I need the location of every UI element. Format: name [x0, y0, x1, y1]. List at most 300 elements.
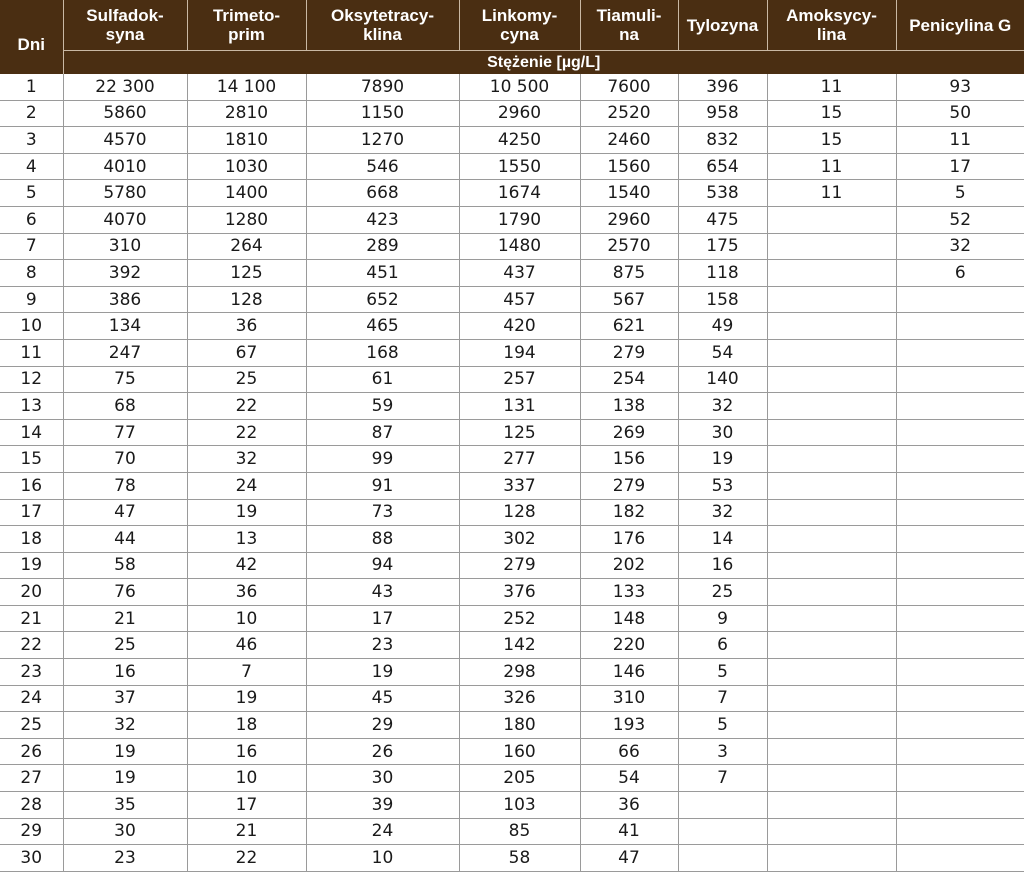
- concentration-cell: 437: [459, 260, 580, 287]
- concentration-cell: 59: [306, 393, 459, 420]
- concentration-cell: 538: [678, 180, 767, 207]
- concentration-cell: 25: [63, 632, 187, 659]
- concentration-cell: 94: [306, 552, 459, 579]
- table-row: [0, 313, 1024, 340]
- concentration-cell: 49: [678, 313, 767, 340]
- drug-column-header: Trimeto- prim: [187, 0, 306, 51]
- day-cell: 26: [0, 738, 63, 765]
- concentration-cell: 337: [459, 472, 580, 499]
- concentration-cell: 205: [459, 765, 580, 792]
- concentration-cell: 1150: [306, 100, 459, 127]
- table-row: [0, 659, 1024, 686]
- concentration-cell: [767, 818, 896, 845]
- table-row: [0, 419, 1024, 446]
- concentration-cell: 264: [187, 233, 306, 260]
- concentration-cell: 156: [580, 446, 678, 473]
- unit-header: Stężenie [µg/L]: [63, 51, 1024, 75]
- day-cell: 28: [0, 792, 63, 819]
- concentration-cell: 9: [678, 605, 767, 632]
- concentration-cell: 1280: [187, 206, 306, 233]
- day-cell: 5: [0, 180, 63, 207]
- concentration-cell: 19: [187, 499, 306, 526]
- drug-column-header: Oksytetracy- klina: [306, 0, 459, 51]
- day-cell: 4: [0, 153, 63, 180]
- concentration-cell: [767, 260, 896, 287]
- concentration-cell: [767, 738, 896, 765]
- concentration-cell: 652: [306, 286, 459, 313]
- table-row: [0, 552, 1024, 579]
- day-cell: 12: [0, 366, 63, 393]
- concentration-cell: 175: [678, 233, 767, 260]
- concentration-cell: [767, 206, 896, 233]
- concentration-cell: [767, 765, 896, 792]
- concentration-cell: 386: [63, 286, 187, 313]
- concentration-cell: [896, 526, 1024, 553]
- concentration-cell: 88: [306, 526, 459, 553]
- concentration-cell: [896, 393, 1024, 420]
- table-row: [0, 127, 1024, 154]
- table-row: [0, 765, 1024, 792]
- concentration-cell: 99: [306, 446, 459, 473]
- concentration-cell: 465: [306, 313, 459, 340]
- concentration-cell: 52: [896, 206, 1024, 233]
- concentration-cell: 75: [63, 366, 187, 393]
- concentration-cell: [896, 685, 1024, 712]
- concentration-cell: 160: [459, 738, 580, 765]
- concentration-cell: 2960: [580, 206, 678, 233]
- concentration-cell: [767, 366, 896, 393]
- concentration-cell: 45: [306, 685, 459, 712]
- table-row: [0, 526, 1024, 553]
- table-row: [0, 579, 1024, 606]
- table-header: [0, 0, 1024, 74]
- concentration-cell: [767, 393, 896, 420]
- concentration-cell: 193: [580, 712, 678, 739]
- concentration-cell: 958: [678, 100, 767, 127]
- table-row: [0, 472, 1024, 499]
- drug-column-header: Amoksycy- lina: [767, 0, 896, 51]
- concentration-cell: 6: [896, 260, 1024, 287]
- concentration-cell: 4070: [63, 206, 187, 233]
- day-cell: 23: [0, 659, 63, 686]
- concentration-cell: 396: [678, 74, 767, 100]
- concentration-cell: 103: [459, 792, 580, 819]
- concentration-cell: [767, 712, 896, 739]
- concentration-cell: 16: [187, 738, 306, 765]
- concentration-cell: [767, 659, 896, 686]
- table-row: [0, 845, 1024, 872]
- concentration-cell: 30: [306, 765, 459, 792]
- concentration-cell: 19: [187, 685, 306, 712]
- concentration-cell: 668: [306, 180, 459, 207]
- concentration-cell: [896, 499, 1024, 526]
- concentration-cell: 87: [306, 419, 459, 446]
- concentration-cell: 42: [187, 552, 306, 579]
- concentration-cell: 182: [580, 499, 678, 526]
- concentration-cell: 423: [306, 206, 459, 233]
- day-cell: 24: [0, 685, 63, 712]
- concentration-cell: 68: [63, 393, 187, 420]
- concentration-cell: 1540: [580, 180, 678, 207]
- concentration-cell: [767, 845, 896, 872]
- table-row: [0, 738, 1024, 765]
- concentration-cell: 18: [187, 712, 306, 739]
- concentration-cell: 326: [459, 685, 580, 712]
- concentration-cell: 77: [63, 419, 187, 446]
- day-cell: 13: [0, 393, 63, 420]
- concentration-cell: [767, 632, 896, 659]
- concentration-cell: 3: [678, 738, 767, 765]
- concentration-cell: 2810: [187, 100, 306, 127]
- concentration-cell: 10 500: [459, 74, 580, 100]
- table-row: [0, 153, 1024, 180]
- concentration-cell: [896, 366, 1024, 393]
- day-cell: 10: [0, 313, 63, 340]
- table-row: [0, 339, 1024, 366]
- concentration-cell: 11: [767, 180, 896, 207]
- concentration-cell: 36: [580, 792, 678, 819]
- table-row: [0, 446, 1024, 473]
- concentration-cell: [767, 419, 896, 446]
- day-cell: 8: [0, 260, 63, 287]
- concentration-cell: 257: [459, 366, 580, 393]
- concentration-cell: 76: [63, 579, 187, 606]
- concentration-cell: 654: [678, 153, 767, 180]
- day-cell: 14: [0, 419, 63, 446]
- concentration-cell: 22: [187, 419, 306, 446]
- concentration-cell: 1270: [306, 127, 459, 154]
- concentration-cell: 11: [767, 153, 896, 180]
- concentration-cell: [767, 472, 896, 499]
- day-cell: 27: [0, 765, 63, 792]
- concentration-cell: 17: [896, 153, 1024, 180]
- table-row: [0, 233, 1024, 260]
- concentration-cell: [767, 313, 896, 340]
- concentration-cell: 10: [306, 845, 459, 872]
- concentration-cell: 118: [678, 260, 767, 287]
- concentration-cell: 21: [63, 605, 187, 632]
- concentration-cell: [896, 446, 1024, 473]
- concentration-cell: 5: [678, 659, 767, 686]
- concentration-cell: 279: [459, 552, 580, 579]
- day-column-header: Dni: [0, 0, 63, 74]
- day-cell: 6: [0, 206, 63, 233]
- concentration-cell: 4250: [459, 127, 580, 154]
- day-cell: 1: [0, 74, 63, 100]
- concentration-cell: [896, 286, 1024, 313]
- concentration-cell: 85: [459, 818, 580, 845]
- concentration-cell: 1560: [580, 153, 678, 180]
- concentration-cell: 17: [306, 605, 459, 632]
- concentration-cell: 269: [580, 419, 678, 446]
- concentration-cell: 14: [678, 526, 767, 553]
- concentration-cell: 475: [678, 206, 767, 233]
- concentration-cell: 376: [459, 579, 580, 606]
- table-row: [0, 605, 1024, 632]
- concentration-cell: 73: [306, 499, 459, 526]
- concentration-cell: 1480: [459, 233, 580, 260]
- concentration-cell: [896, 579, 1024, 606]
- concentration-cell: 180: [459, 712, 580, 739]
- drug-column-header: Tylozyna: [678, 0, 767, 51]
- concentration-cell: 4570: [63, 127, 187, 154]
- table-body: [0, 74, 1024, 871]
- concentration-cell: 7600: [580, 74, 678, 100]
- concentration-cell: 2570: [580, 233, 678, 260]
- table-row: [0, 180, 1024, 207]
- concentration-cell: 23: [306, 632, 459, 659]
- concentration-cell: 17: [187, 792, 306, 819]
- concentration-cell: [767, 286, 896, 313]
- concentration-cell: 36: [187, 579, 306, 606]
- concentration-cell: 5780: [63, 180, 187, 207]
- concentration-cell: [678, 845, 767, 872]
- concentration-cell: 7: [678, 765, 767, 792]
- concentration-cell: [896, 605, 1024, 632]
- table-row: [0, 632, 1024, 659]
- day-cell: 19: [0, 552, 63, 579]
- concentration-cell: 140: [678, 366, 767, 393]
- concentration-cell: 202: [580, 552, 678, 579]
- concentration-cell: 1400: [187, 180, 306, 207]
- day-cell: 20: [0, 579, 63, 606]
- concentration-cell: 22 300: [63, 74, 187, 100]
- concentration-cell: 392: [63, 260, 187, 287]
- concentration-cell: [767, 499, 896, 526]
- concentration-cell: [767, 446, 896, 473]
- day-cell: 15: [0, 446, 63, 473]
- concentration-cell: 13: [187, 526, 306, 553]
- concentration-cell: 11: [767, 74, 896, 100]
- concentration-cell: [767, 526, 896, 553]
- concentration-cell: 93: [896, 74, 1024, 100]
- concentration-cell: 7: [187, 659, 306, 686]
- concentration-cell: 5: [896, 180, 1024, 207]
- table-row: [0, 206, 1024, 233]
- concentration-cell: 148: [580, 605, 678, 632]
- table-row: [0, 792, 1024, 819]
- concentration-cell: 1790: [459, 206, 580, 233]
- concentration-cell: 29: [306, 712, 459, 739]
- day-cell: 30: [0, 845, 63, 872]
- day-cell: 21: [0, 605, 63, 632]
- concentration-cell: 25: [187, 366, 306, 393]
- concentration-cell: 1674: [459, 180, 580, 207]
- concentration-cell: [896, 738, 1024, 765]
- concentration-cell: 46: [187, 632, 306, 659]
- day-cell: 16: [0, 472, 63, 499]
- concentration-cell: 15: [767, 100, 896, 127]
- concentration-cell: 7: [678, 685, 767, 712]
- concentration-cell: 194: [459, 339, 580, 366]
- concentration-cell: 25: [678, 579, 767, 606]
- concentration-cell: [896, 792, 1024, 819]
- concentration-cell: 58: [459, 845, 580, 872]
- day-cell: 11: [0, 339, 63, 366]
- concentration-cell: 19: [63, 738, 187, 765]
- concentration-cell: 176: [580, 526, 678, 553]
- table-row: [0, 499, 1024, 526]
- concentration-cell: [896, 419, 1024, 446]
- concentration-cell: 37: [63, 685, 187, 712]
- concentration-cell: 11: [896, 127, 1024, 154]
- concentration-cell: 125: [459, 419, 580, 446]
- concentration-cell: 289: [306, 233, 459, 260]
- day-cell: 25: [0, 712, 63, 739]
- concentration-cell: 36: [187, 313, 306, 340]
- concentration-cell: 66: [580, 738, 678, 765]
- concentration-cell: 146: [580, 659, 678, 686]
- concentration-cell: 220: [580, 632, 678, 659]
- concentration-cell: [896, 765, 1024, 792]
- concentration-cell: 14 100: [187, 74, 306, 100]
- table-row: [0, 366, 1024, 393]
- concentration-cell: 158: [678, 286, 767, 313]
- concentration-cell: 457: [459, 286, 580, 313]
- concentration-cell: 133: [580, 579, 678, 606]
- concentration-cell: 30: [678, 419, 767, 446]
- concentration-cell: 70: [63, 446, 187, 473]
- concentration-cell: 138: [580, 393, 678, 420]
- table-row: [0, 393, 1024, 420]
- table-row: [0, 712, 1024, 739]
- concentration-cell: 24: [187, 472, 306, 499]
- concentration-cell: 310: [63, 233, 187, 260]
- concentration-cell: [896, 712, 1024, 739]
- concentration-cell: 50: [896, 100, 1024, 127]
- concentration-cell: 2520: [580, 100, 678, 127]
- concentration-cell: [767, 605, 896, 632]
- concentration-cell: [896, 552, 1024, 579]
- concentration-cell: 279: [580, 339, 678, 366]
- day-cell: 7: [0, 233, 63, 260]
- concentration-cell: 19: [63, 765, 187, 792]
- concentration-cell: 47: [63, 499, 187, 526]
- concentration-cell: 30: [63, 818, 187, 845]
- concentration-cell: [767, 579, 896, 606]
- concentration-cell: 6: [678, 632, 767, 659]
- concentration-cell: [767, 685, 896, 712]
- concentration-cell: 546: [306, 153, 459, 180]
- concentration-cell: 22: [187, 393, 306, 420]
- concentration-cell: 47: [580, 845, 678, 872]
- drug-column-header: Tiamuli- na: [580, 0, 678, 51]
- concentration-cell: 54: [678, 339, 767, 366]
- day-cell: 9: [0, 286, 63, 313]
- table-row: [0, 685, 1024, 712]
- concentration-cell: 54: [580, 765, 678, 792]
- concentration-cell: 35: [63, 792, 187, 819]
- concentration-cell: 134: [63, 313, 187, 340]
- concentration-cell: 15: [767, 127, 896, 154]
- concentration-cell: [896, 659, 1024, 686]
- concentration-cell: 53: [678, 472, 767, 499]
- table-row: [0, 818, 1024, 845]
- concentration-cell: 451: [306, 260, 459, 287]
- concentration-cell: 43: [306, 579, 459, 606]
- concentration-cell: 26: [306, 738, 459, 765]
- concentration-cell: 32: [896, 233, 1024, 260]
- concentration-cell: 875: [580, 260, 678, 287]
- concentration-cell: 2960: [459, 100, 580, 127]
- concentration-cell: 78: [63, 472, 187, 499]
- concentration-cell: 32: [678, 393, 767, 420]
- concentration-cell: [678, 818, 767, 845]
- concentration-cell: 832: [678, 127, 767, 154]
- table-row: [0, 100, 1024, 127]
- concentration-cell: 1810: [187, 127, 306, 154]
- concentration-cell: 621: [580, 313, 678, 340]
- concentration-cell: 128: [459, 499, 580, 526]
- concentration-cell: 310: [580, 685, 678, 712]
- concentration-cell: 298: [459, 659, 580, 686]
- concentration-cell: 61: [306, 366, 459, 393]
- concentration-cell: 10: [187, 765, 306, 792]
- concentration-cell: 24: [306, 818, 459, 845]
- concentration-cell: [896, 845, 1024, 872]
- concentration-cell: 44: [63, 526, 187, 553]
- concentration-cell: 19: [306, 659, 459, 686]
- concentration-cell: 125: [187, 260, 306, 287]
- concentration-cell: [896, 632, 1024, 659]
- concentration-cell: 41: [580, 818, 678, 845]
- concentration-cell: 32: [187, 446, 306, 473]
- concentration-cell: 91: [306, 472, 459, 499]
- concentration-cell: 32: [63, 712, 187, 739]
- concentration-cell: [896, 818, 1024, 845]
- concentration-cell: [896, 339, 1024, 366]
- concentration-cell: [767, 792, 896, 819]
- concentration-cell: 22: [187, 845, 306, 872]
- concentration-cell: [767, 552, 896, 579]
- concentration-cell: 21: [187, 818, 306, 845]
- concentration-cell: [896, 472, 1024, 499]
- day-cell: 22: [0, 632, 63, 659]
- day-cell: 29: [0, 818, 63, 845]
- concentration-cell: 32: [678, 499, 767, 526]
- concentration-cell: 67: [187, 339, 306, 366]
- concentration-cell: 7890: [306, 74, 459, 100]
- concentration-cell: 279: [580, 472, 678, 499]
- table-row: [0, 260, 1024, 287]
- drug-column-header: Linkomy- cyna: [459, 0, 580, 51]
- day-cell: 2: [0, 100, 63, 127]
- concentration-cell: 142: [459, 632, 580, 659]
- concentration-cell: 5: [678, 712, 767, 739]
- concentration-cell: [767, 339, 896, 366]
- concentration-cell: 16: [63, 659, 187, 686]
- day-cell: 3: [0, 127, 63, 154]
- concentration-cell: 254: [580, 366, 678, 393]
- concentration-cell: 39: [306, 792, 459, 819]
- concentration-cell: 302: [459, 526, 580, 553]
- concentration-cell: 128: [187, 286, 306, 313]
- concentration-cell: 567: [580, 286, 678, 313]
- table-row: [0, 74, 1024, 100]
- concentration-cell: 168: [306, 339, 459, 366]
- concentration-cell: 19: [678, 446, 767, 473]
- concentration-cell: 5860: [63, 100, 187, 127]
- concentration-cell: 4010: [63, 153, 187, 180]
- concentration-cell: 1030: [187, 153, 306, 180]
- concentration-cell: 23: [63, 845, 187, 872]
- table-row: [0, 286, 1024, 313]
- concentration-cell: 2460: [580, 127, 678, 154]
- concentration-cell: 1550: [459, 153, 580, 180]
- concentration-cell: 58: [63, 552, 187, 579]
- concentration-cell: [767, 233, 896, 260]
- concentration-cell: 10: [187, 605, 306, 632]
